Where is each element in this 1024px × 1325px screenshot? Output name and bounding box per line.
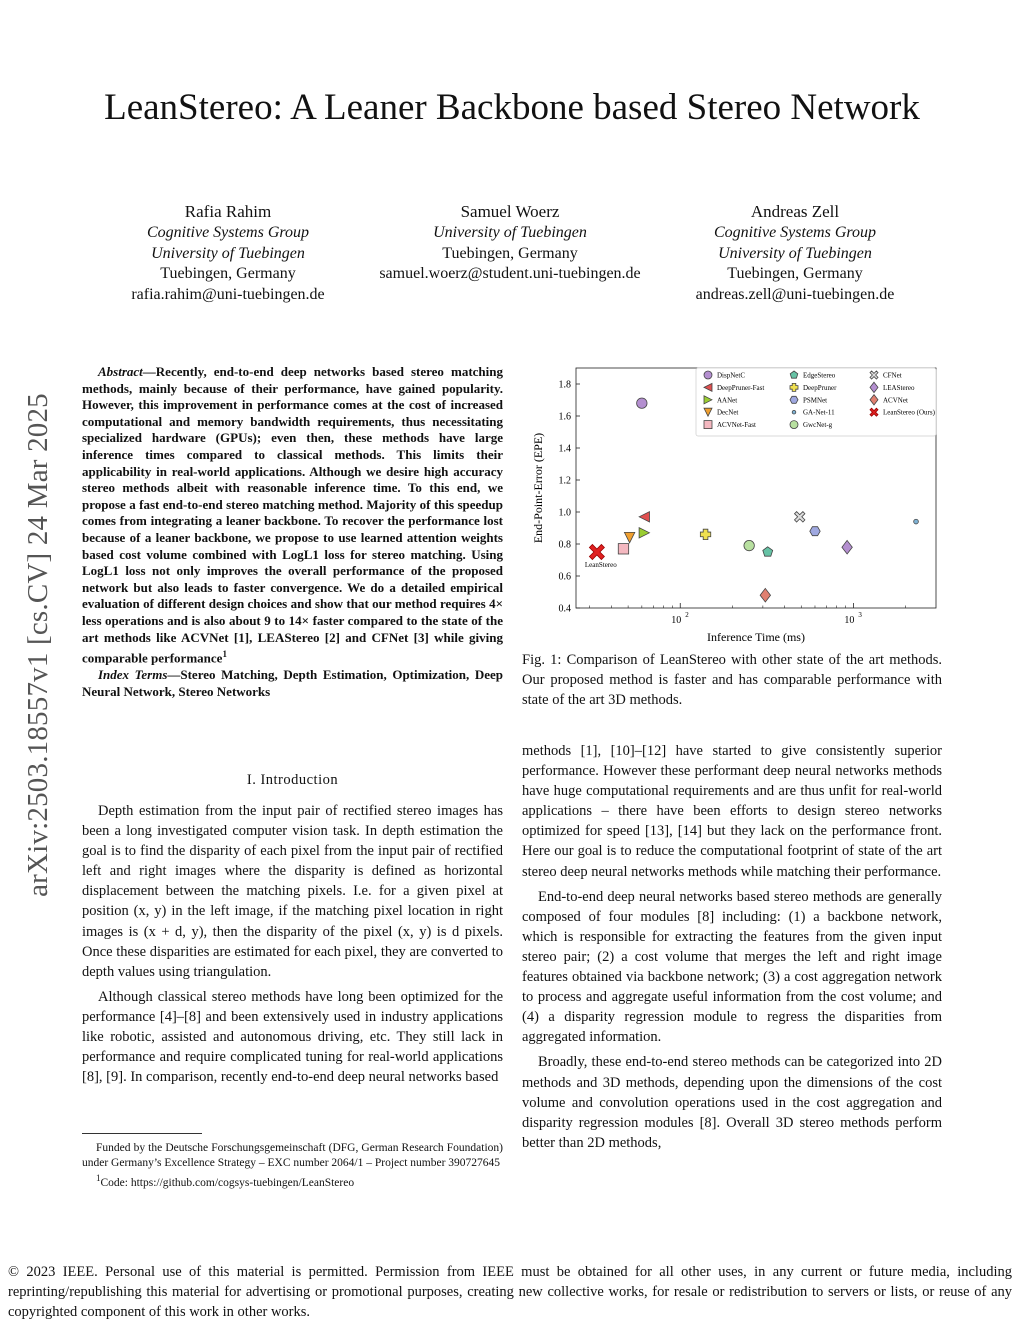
abstract-footnote-mark: 1 — [222, 649, 227, 660]
data-point — [624, 532, 634, 542]
x-tick-label: 10 — [671, 615, 682, 626]
author-name: Andreas Zell — [750, 202, 840, 221]
data-point — [763, 547, 773, 556]
legend-label: DispNetC — [717, 371, 745, 380]
author-affiliation: University of Tuebingen — [433, 223, 587, 241]
y-tick-label: 1.4 — [558, 443, 571, 455]
author-name: Rafia Rahim — [184, 202, 272, 221]
author-name: Samuel Woerz — [460, 202, 560, 221]
y-tick-label: 1.0 — [558, 507, 571, 519]
legend-label: LeanStereo (Ours) — [883, 408, 935, 417]
paragraph: Although classical stereo methods have long been optimized for the performance [4]–[8] and been extensively used in industry applications like robotic, assisted and autonomous driving, etc. They still lack in performance and require complicated tuning for real-world applications [8], [9]. In comparison, recently end-to-end deep neural networks based — [82, 988, 503, 1086]
legend-label: DecNet — [717, 408, 739, 417]
author-block-2 — [360, 202, 660, 285]
legend-label: CFNet — [883, 371, 902, 380]
author-affiliation: Cognitive Systems Group — [146, 223, 310, 241]
legend-label: EdgeStereo — [803, 371, 836, 380]
author-block-1 — [128, 202, 328, 306]
y-tick-label: 0.4 — [558, 603, 571, 615]
section-heading: I. Introduction — [246, 772, 339, 788]
copyright-notice: © 2023 IEEE. Personal use of this material is permitted. Permission from IEEE must be obtained for all other uses, in any current or future media, including reprinting/republishing this material for advertising or promotional purposes, creating new collective works, for resale or redistribution to servers or lists, or reuse of any copyrighted component of this work in other works. — [8, 1264, 1012, 1320]
footnote-funding: Funded by the Deutsche Forschungsgemeinschaft (DFG, German Research Foundation) under Germany’s Excellence Strategy – EXC number 2064/1 – Project number 390727645 — [82, 1142, 503, 1169]
x-tick-exponent: 2 — [685, 611, 689, 619]
y-tick-label: 1.6 — [558, 411, 571, 423]
data-point — [914, 519, 919, 524]
legend-marker — [790, 396, 798, 403]
y-tick-label: 0.6 — [558, 571, 571, 583]
author-location: Tuebingen, Germany — [727, 265, 863, 283]
author-affiliation: University of Tuebingen — [718, 244, 872, 262]
legend-marker — [704, 421, 712, 429]
legend-label: GA-Net-11 — [803, 408, 835, 417]
x-tick-exponent: 3 — [858, 611, 862, 619]
legend-label: AANet — [717, 396, 738, 405]
legend-label: DeepPruner-Fast — [717, 383, 765, 392]
footnotes — [82, 1141, 503, 1191]
abstract — [82, 364, 503, 700]
index-terms-label: Index Terms — [98, 667, 168, 683]
scatter-chart — [522, 360, 942, 645]
footnote-mark: 1 — [96, 1173, 101, 1183]
footnote-code: Code: https://github.com/cogsys-tuebingen/LeanStereo — [100, 1176, 355, 1189]
author-affiliation: Cognitive Systems Group — [713, 223, 877, 241]
x-axis-label: Inference Time (ms) — [707, 630, 805, 644]
legend-label: ACVNet-Fast — [717, 421, 756, 430]
paragraph: Depth estimation from the input pair of rectified stereo images has been a long investigated computer vision task. In depth estimation the goal is to find the disparity of each pixel from the input pair of rectified left and right images where the disparity is defined as horizontal displacement between the matching pixels. I.e. for a given pixel at position (x, y) in the left image, if the matching pixel location in right images is (x + d, y), then the disparity of the pixel (x, y) is d pixels. Once these disparities are estimated for each pixel, they are converted to depth values using triangulation. — [82, 803, 503, 980]
footnote-rule — [82, 1133, 202, 1134]
y-tick-label: 1.2 — [558, 475, 571, 487]
y-axis-label: End-Point-Error (EPE) — [531, 432, 545, 544]
left-column-body — [82, 801, 503, 1092]
point-annotation: LeanStereo — [584, 561, 617, 569]
author-location: Tuebingen, Germany — [442, 244, 578, 262]
data-point — [637, 398, 647, 408]
data-point — [760, 588, 770, 602]
author-email: rafia.rahim@uni-tuebingen.de — [131, 286, 325, 304]
legend-marker — [792, 410, 796, 414]
data-point — [639, 512, 649, 522]
right-column-body — [522, 741, 942, 1158]
author-email: samuel.woerz@student.uni-tuebingen.de — [379, 265, 641, 283]
abstract-label: Abstract — [98, 364, 143, 379]
paragraph: End-to-end deep neural networks based stereo methods are generally composed of four modules [8] including: (1) a backbone network, which is responsible for extracting the features from the given input stereo pair; (2) a cost volume that merges the left and right image features obtained via backbone network; (3) a cost aggregation network to process and aggregate useful information from the cost volume; and (4) a disparity regression module to regress the disparities from aggregated information. — [522, 888, 942, 1046]
data-point — [618, 544, 628, 554]
data-point — [639, 528, 649, 538]
figure-caption: Fig. 1: Comparison of LeanStereo with other state of the art methods. Our proposed method is faster and has comparable performance with state of the art 3D methods. — [522, 652, 942, 709]
author-email: andreas.zell@uni-tuebingen.de — [695, 286, 895, 304]
data-point — [700, 529, 710, 539]
index-terms-text: —Stereo Matching, Depth Estimation, Optimization, Deep Neural Network, Stereo Networks — [82, 667, 503, 699]
data-point — [589, 545, 604, 560]
legend-label: LEAStereo — [883, 383, 915, 392]
author-location: Tuebingen, Germany — [160, 265, 296, 283]
data-point — [744, 540, 754, 550]
data-point — [842, 540, 852, 554]
y-tick-label: 0.8 — [558, 539, 571, 551]
legend-label: ACVNet — [883, 396, 908, 405]
data-point — [810, 527, 820, 536]
legend-label: GwcNet-g — [803, 421, 833, 430]
legend-label: DeepPruner — [803, 383, 837, 392]
author-block-3 — [680, 202, 910, 306]
paragraph: Broadly, these end-to-end stereo methods can be categorized into 2D methods and 3D methods, depending upon the dimensions of the cost volume and convolution operations used in the cost aggregation and disparity regression modules [8]. Overall 3D stereo methods perform better than 2D methods, — [522, 1054, 942, 1151]
legend-marker — [704, 371, 712, 379]
data-point — [795, 512, 805, 522]
author-affiliation: University of Tuebingen — [151, 244, 305, 262]
y-tick-label: 1.8 — [558, 379, 571, 391]
paper-title: LeanStereo: A Leaner Backbone based Stereo Network — [104, 87, 920, 128]
paragraph: methods [1], [10]–[12] have started to give consistently superior performance. However these performant deep neural networks methods have huge computational requirements and are thus unfit for real-world applications – there have been efforts to design stereo networks optimized for speed [13], [14] but they lack on the performance front. Here our goal is to reduce the computational footprint of state of the art stereo deep neural networks methods while matching their performance. — [522, 743, 942, 880]
legend-marker — [790, 421, 798, 429]
legend-label: PSMNet — [803, 396, 828, 405]
arxiv-stamp: arXiv:2503.18557v1 [cs.CV] 24 Mar 2025 — [22, 393, 54, 897]
figure-1 — [522, 360, 942, 650]
abstract-text: —Recently, end-to-end deep networks based stereo matching methods, mainly because of their performance, have gained popularity. However, this improvement in performance comes at the cost of increased computational and memory bandwidth requirements, thus necessitating specialized hardware (GPUs); even then, these methods have large inference times compared to classical methods. This limits their applicability in real-world applications. Although we desire high accuracy stereo methods albeit with reasonable inference time. To this end, we propose a fast end-to-end stereo matching method. Majority of this speedup comes from integrating a leaner backbone. To recover the performance lost because of a leaner backbone, we propose to use learned attention weights based cost volume combined with LogL1 loss for stereo matching. Using LogL1 loss not only improves the overall performance of the proposed network but also leads to faster convergence. We do a detailed empirical evaluation of different design choices and show that our method requires 4× less operations and is also about 9 to 14× faster compared to the state of the art methods like ACVNet [1], LEAStereo [2] and CFNet [3] while giving comparable performance — [82, 364, 503, 666]
x-tick-label: 10 — [844, 615, 855, 626]
